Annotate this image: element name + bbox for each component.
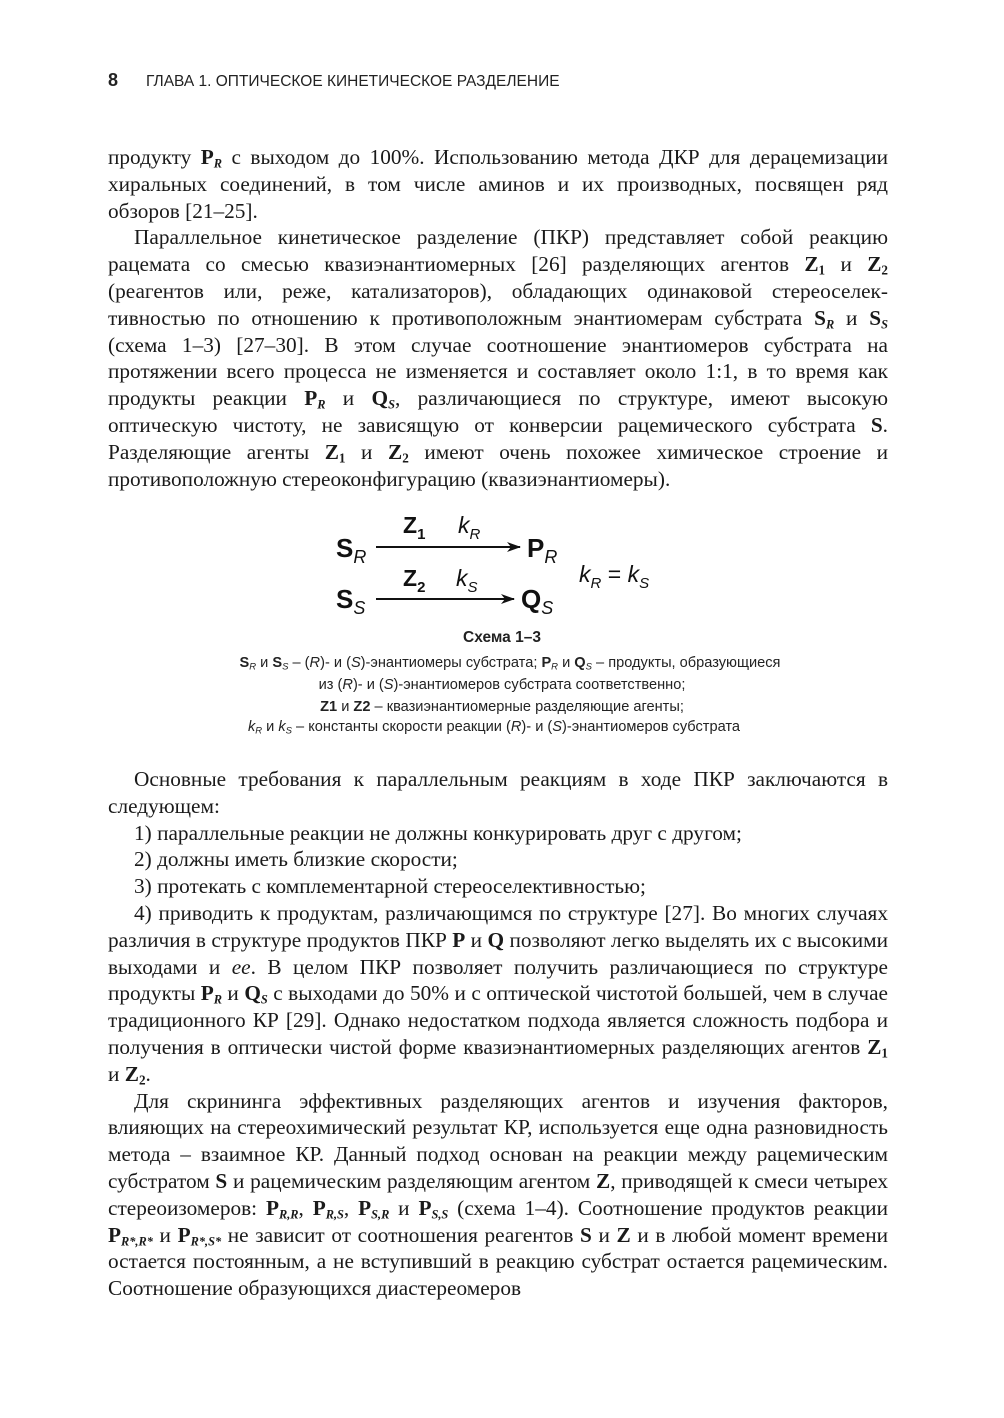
page-number: 8 <box>108 70 119 90</box>
caption-line-2: из (R)- и (S)-энантиомеров субстрата соответственно; <box>318 677 686 693</box>
scheme-SS: $S_S$ <box>336 584 366 618</box>
symbol-Z2: $Z_2$ <box>867 252 888 278</box>
text-block-top <box>108 144 888 492</box>
symbol-SS: $S_S$ <box>869 305 889 332</box>
list-item: 3) протекать с комплементарной стереоселективностью; <box>134 874 646 899</box>
paragraph-4: 4) приводить к продуктам, различающимся по структуре [27]. Во многих случаях различия в структуре продуктов ПКР P и Q позволяют легко выделять их с высокими выходами и ee. В целом ПКР позволяет получить различающиеся по структуре продукты $P_R$ и $Q_S$ с выходами до 50% и с оптической чистотой большей, чем в случае традиционного КР [29]. Однако недостатком подхода является сложность подбора и получения в оптически чистой форме квазиэнантиомерных разделяющих агентов $Z_1$ и $Z_2$. <box>108 900 888 1088</box>
scheme-SR: $S_R$ <box>336 533 367 567</box>
paragraph-5: Для скрининга эффективных разделяющих агентов и изучения факторов, влияющих на стереохимический результат КР, используется еще одна разновидность метода – взаимное КР. Данный подход основан на реакции между рацемическим субстратом S и рацемическим разделяющим агентом Z, приводящей к смеси четырех стереоизомеров: $P_{R,R}$, $P_{R,S}$, $P_{S,R}$ и $P_{S,S}$ (схема 1–4). Соотношение продуктов реакции $P_{R*,R*}$ и $P_{R*,S*}$ не зависит от соотношения реагентов S и Z и в любой момент времени остается постоянным, а не вступивший в реакцию субстрат остается рацемическим. Соотношение образующихся диастереомеров <box>108 1088 888 1301</box>
paragraph-2: Параллельное кинетическое разделение (ПКР) представляет собой реакцию рацемата со смесью квазиэнантиомерных [26] разделяющих агентов $Z_1$ и $Z_2$ (реагентов или, реже, катализаторов), обладающих одинаковой стереоселективностью по отношению к противоположным энантиомерам субстрата $S_R$ и $S_S$ (схема 1–3) [27–30]. В этом случае соотношение энантиомеров субстрата на протяжении всего процесса не изменяется и составляет около 1:1, в то время как продукты реакции $P_R$ и $Q_S$, различающиеся по структуре, имеют высокую оптическую чистоту, не зависящую от конверсии рацемического субстрата S. Разделяющие агенты $Z_1$ и $Z_2$ имеют очень похожее химическое строение и противоположную стереоконфигурацию (квазиэнантиомеры). <box>108 225 889 491</box>
caption-line-4: $k_R$ и $k_S$ – константы скорости реакции (R)- и (S)-энантиомеров субстрата <box>247 719 741 737</box>
symbol-QS: $Q_S$ <box>371 386 395 412</box>
scheme-QS: $Q_S$ <box>521 584 554 618</box>
symbol-S: S <box>870 412 883 437</box>
list-item: 2) должны иметь близкие скорости; <box>134 847 458 872</box>
caption-line-1: $S_R$ и $S_S - (R)-$ и (S)-энантиомеры субстрата; $P_R$ и $Q_S$ – продукты, образующиеся <box>239 655 781 673</box>
symbol-Z1: $Z_1$ <box>804 252 826 278</box>
symbol-PR: $P_R$ <box>200 145 223 171</box>
paragraph-3: Основные требования к параллельным реакциям в ходе ПКР заключаются в следующем: <box>108 767 888 818</box>
scheme-Z2: $Z_2$ <box>403 565 426 596</box>
scheme-diagram <box>0 500 1004 630</box>
running-header <box>108 70 560 91</box>
scheme-Z1: $Z_1$ <box>403 512 426 543</box>
scheme-PR: $P_R$ <box>527 533 558 567</box>
symbol-PR: $P_R$ <box>304 386 326 412</box>
scheme-rate-equality: $k_R = k_S$ <box>579 561 650 592</box>
symbol-SR: $S_R$ <box>814 305 835 332</box>
symbol-Z2: $Z_2$ <box>388 439 409 466</box>
symbol-Z1: $Z_1$ <box>324 439 346 466</box>
scheme-kS: $k_S$ <box>456 565 478 596</box>
text-block-bottom <box>108 766 888 1302</box>
running-title: ГЛАВА 1. ОПТИЧЕСКОЕ КИНЕТИЧЕСКОЕ РАЗДЕЛЕНИЕ <box>146 73 560 90</box>
list-item: 1) параллельные реакции не должны конкурировать друг с другом; <box>134 820 742 845</box>
scheme-kR: $k_R$ <box>458 512 481 543</box>
caption-line-3: Z1 и Z2 – квазиэнантиомерные разделяющие агенты; <box>320 699 684 715</box>
paragraph-1: продукту $P_R$ с выходом до 100%. Использованию метода ДКР для дерацемизации хиральных соединений, в том числе аминов и их производных, посвящен ряд обзоров [21–25]. <box>108 145 888 223</box>
scheme-title: Схема 1–3 <box>463 629 541 646</box>
